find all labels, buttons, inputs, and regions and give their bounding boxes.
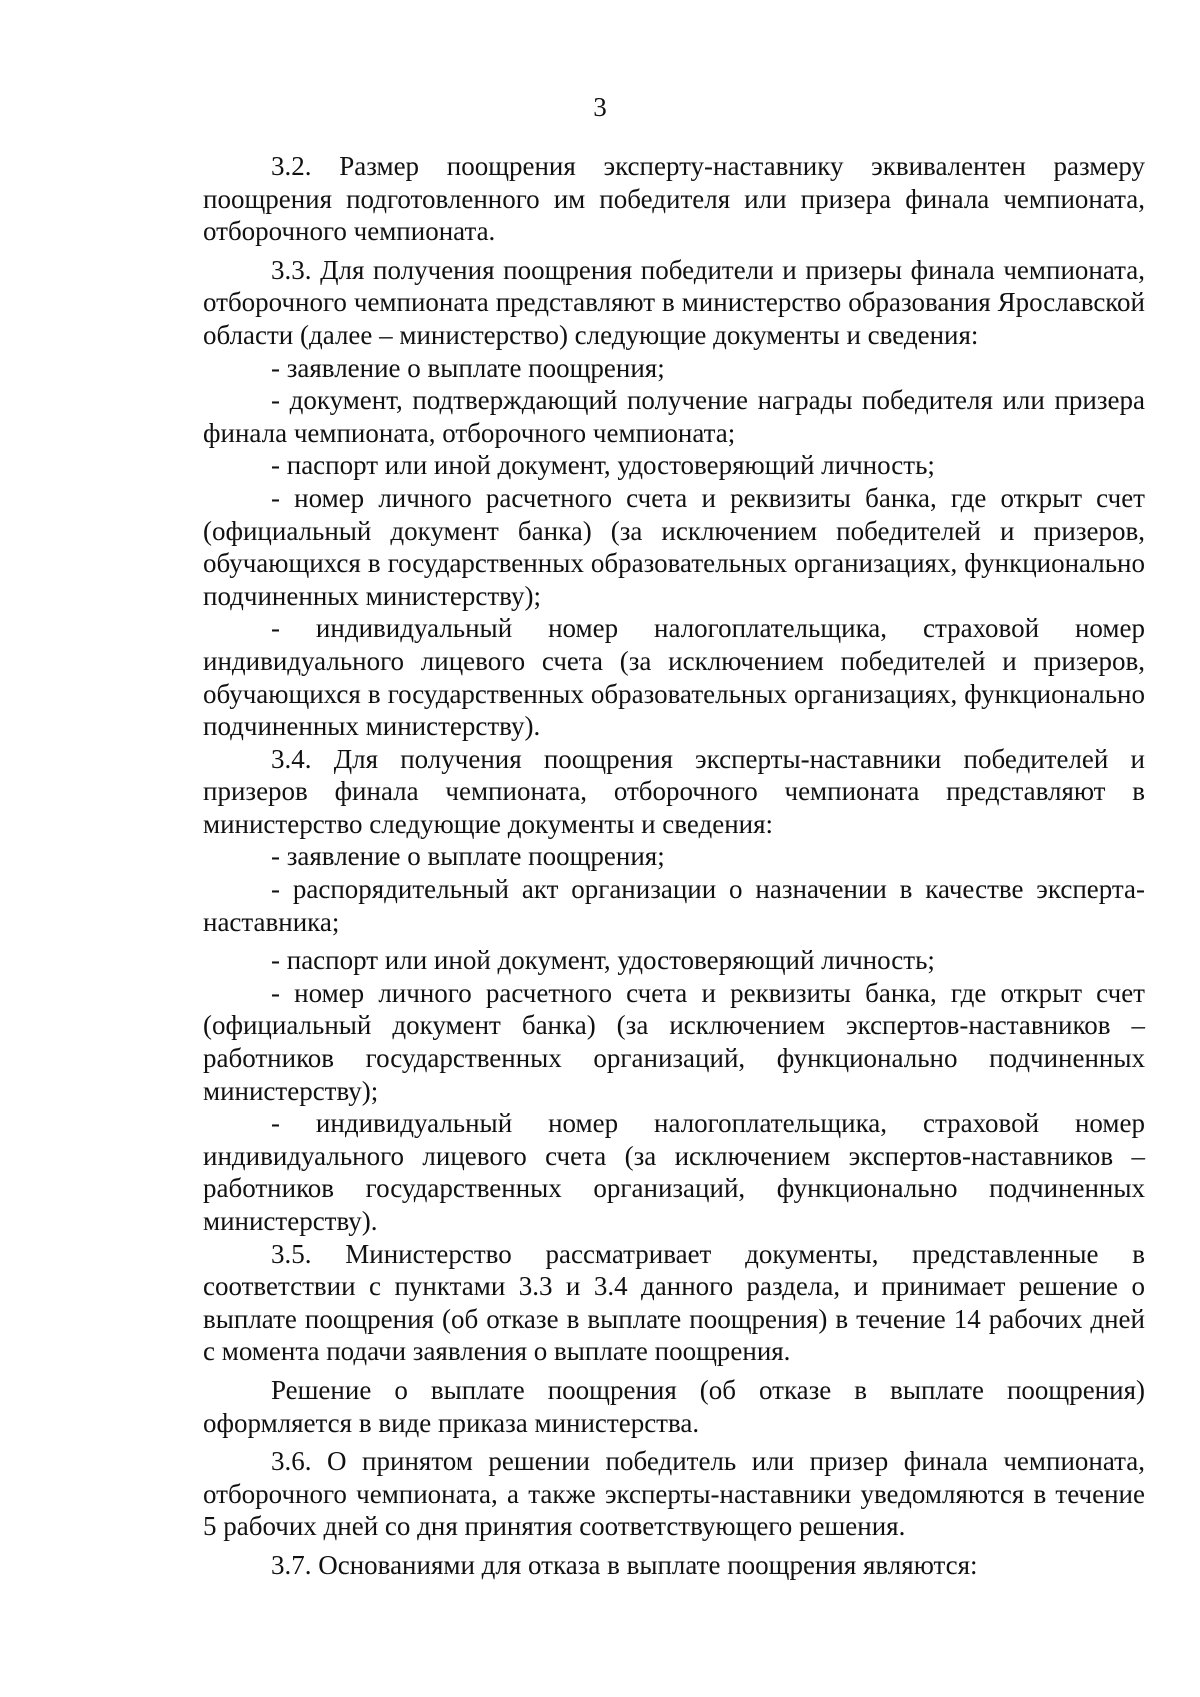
paragraph-decision: Решение о выплате поощрения (об отказе в выплате поощрения) оформляется в виде приказа министерства. xyxy=(203,1374,1145,1438)
paragraph-3-7: 3.7. Основаниями для отказа в выплате поощрения являются: xyxy=(271,1549,978,1580)
list-item: - номер личного расчетного счета и реквизиты банка, где открыт счет (официальный документ банка) (за исключением победителей и призеров, обучающихся в государственных образовательных организациях, функционально подчиненных министерству); xyxy=(203,482,1145,611)
list-item: - документ, подтверждающий получение награды победителя или призера финала чемпионата, отборочного чемпионата; xyxy=(203,385,1145,448)
paragraph-3-6: 3.6. О принятом решении победитель или призер финала чемпионата, отборочного чемпионата, а также эксперты-наставники уведомляются в течение 5 рабочих дней со дня принятия соответствующего решения. xyxy=(203,1446,1145,1542)
paragraph-3-4: 3.4. Для получения поощрения эксперты-наставники победителей и призеров финала чемпионата, отборочного чемпионата представляют в министерство следующие документы и сведения: xyxy=(203,743,1145,839)
paragraph-3-5: 3.5. Министерство рассматривает документы, представленные в соответствии с пунктами 3.3 и 3.4 данного раздела, и принимает решение о выплате поощрения (об отказе в выплате поощрения) в течение 14 рабочих дней с момента подачи заявления о выплате поощрения. xyxy=(203,1238,1145,1367)
list-item: - заявление о выплате поощрения; xyxy=(271,841,665,872)
list-item: - паспорт или иной документ, удостоверяющий личность; xyxy=(271,450,935,481)
list-item: - номер личного расчетного счета и реквизиты банка, где открыт счет (официальный документ банка) (за исключением экспертов-наставников – работников государственных организаций, функционально подчиненных министерству); xyxy=(203,977,1145,1106)
list-item: - заявление о выплате поощрения; xyxy=(271,352,665,383)
document-body xyxy=(203,150,1145,1582)
list-item: - индивидуальный номер налогоплательщика, страховой номер индивидуального лицевого счета (за исключением победителей и призеров, обучающихся в государственных образовательных организациях, функционально подчиненных министерству). xyxy=(203,613,1145,742)
list-item: - индивидуальный номер налогоплательщика, страховой номер индивидуального лицевого счета (за исключением экспертов-наставников – работников государственных организаций, функционально подчиненных министерству). xyxy=(203,1108,1145,1236)
page-number: 3 xyxy=(593,92,607,122)
list-item: - распорядительный акт организации о назначении в качестве эксперта-наставника; xyxy=(203,874,1145,937)
list-item: - паспорт или иной документ, удостоверяющий личность; xyxy=(271,945,935,976)
paragraph-3-3: 3.3. Для получения поощрения победители и призеры финала чемпионата, отборочного чемпионата представляют в министерство образования Ярославской области (далее – министерство) следующие документы и сведения: xyxy=(203,254,1145,350)
paragraph-3-2: 3.2. Размер поощрения эксперту-наставнику эквивалентен размеру поощрения подготовленного им победителя или призера финала чемпионата, отборочного чемпионата. xyxy=(203,151,1145,247)
